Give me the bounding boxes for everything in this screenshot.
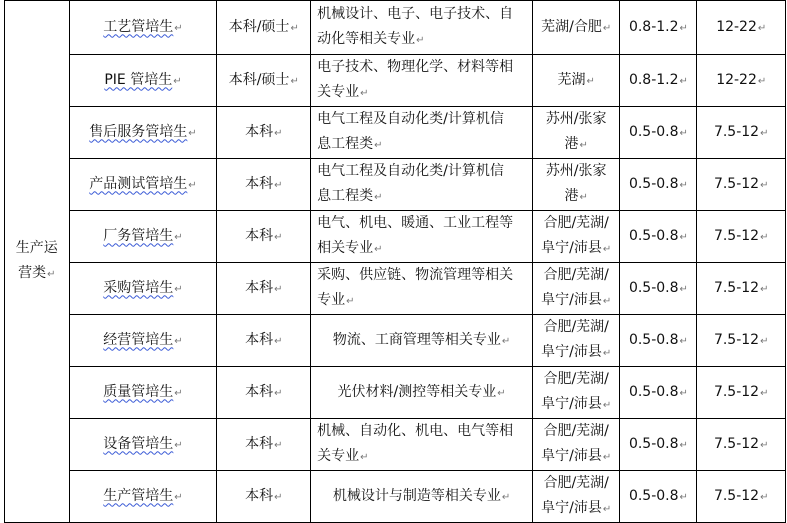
paragraph-mark: ↵	[174, 491, 183, 503]
paragraph-mark: ↵	[679, 283, 688, 295]
bonus-text: 7.5-12	[713, 383, 760, 400]
major-cell	[311, 263, 533, 315]
bonus-cell	[697, 367, 786, 419]
paragraph-mark: ↵	[679, 231, 688, 243]
paragraph-mark: ↵	[760, 491, 769, 503]
paragraph-mark: ↵	[174, 283, 183, 295]
salary-text: 0.5-0.8	[628, 175, 679, 192]
table-row	[5, 471, 786, 523]
paragraph-mark: ↵	[679, 335, 688, 347]
bonus-text: 7.5-12	[713, 123, 760, 140]
degree-cell	[217, 263, 311, 315]
paragraph-mark: ↵	[360, 88, 369, 99]
location-line: 苏州/张家	[545, 111, 607, 127]
major-line: 机械设计与制造等相关专业	[332, 487, 501, 504]
location-line: 合肥/芜湖/	[543, 475, 609, 491]
position-name: 生产管培生	[103, 487, 174, 504]
table-row	[5, 315, 786, 367]
degree-text: 本科/硕士	[228, 18, 290, 35]
location-line: 合肥/芜湖/	[543, 215, 609, 231]
location-line: 港	[564, 188, 579, 204]
bonus-cell	[697, 419, 786, 471]
paragraph-mark: ↵	[679, 127, 688, 139]
bonus-cell	[697, 471, 786, 523]
paragraph-mark: ↵	[374, 192, 383, 203]
paragraph-mark: ↵	[602, 348, 612, 359]
paragraph-mark: ↵	[274, 335, 283, 347]
paragraph-mark: ↵	[274, 439, 283, 451]
paragraph-mark: ↵	[174, 335, 183, 347]
position-cell	[69, 1, 217, 55]
salary-cell	[620, 263, 697, 315]
major-cell	[311, 211, 533, 263]
salary-cell	[620, 315, 697, 367]
salary-text: 0.5-0.8	[628, 279, 679, 296]
paragraph-mark: ↵	[274, 127, 283, 139]
salary-cell	[620, 1, 697, 55]
paragraph-mark: ↵	[679, 22, 688, 34]
table-row	[5, 159, 786, 211]
paragraph-mark: ↵	[374, 244, 383, 255]
location-cell	[532, 367, 619, 419]
position-name: 产品测试管培生	[89, 175, 188, 192]
salary-cell	[620, 159, 697, 211]
category-cell	[5, 1, 70, 523]
location-cell	[532, 107, 619, 159]
paragraph-mark: ↵	[760, 335, 769, 347]
paragraph-mark: ↵	[174, 231, 183, 243]
location-line: 阜宁/沛县	[541, 240, 602, 256]
position-cell	[69, 107, 217, 159]
major-cell	[311, 107, 533, 159]
bonus-text: 12-22	[716, 71, 757, 88]
degree-cell	[217, 55, 311, 107]
position-cell	[69, 419, 217, 471]
position-cell	[69, 471, 217, 523]
location-cell	[532, 1, 619, 55]
position-name: PIE 管培生	[104, 71, 173, 88]
location-cell	[532, 263, 619, 315]
salary-cell	[620, 419, 697, 471]
major-line: 电气、机电、暖通、工业工程等	[317, 215, 514, 231]
paragraph-mark: ↵	[760, 387, 769, 399]
bonus-text: 7.5-12	[713, 487, 760, 504]
major-line: 息工程类	[317, 188, 374, 204]
location-line: 港	[564, 136, 579, 152]
table-row	[5, 367, 786, 419]
salary-text: 0.5-0.8	[628, 383, 679, 400]
paragraph-mark: ↵	[757, 22, 767, 34]
major-line: 电子技术、物理化学、材料等相	[317, 59, 514, 75]
position-cell	[69, 211, 217, 263]
bonus-text: 12-22	[716, 18, 757, 35]
location-cell	[532, 471, 619, 523]
major-cell	[311, 1, 533, 55]
major-line: 光伏材料/测控等相关专业	[337, 383, 497, 400]
paragraph-mark: ↵	[174, 387, 183, 399]
paragraph-mark: ↵	[274, 231, 283, 243]
bonus-cell	[697, 159, 786, 211]
paragraph-mark: ↵	[602, 400, 612, 411]
table-row	[5, 263, 786, 315]
paragraph-mark: ↵	[602, 504, 612, 515]
location-line: 合肥/芜湖/	[543, 423, 609, 439]
table-body	[5, 1, 786, 523]
position-name: 厂务管培生	[103, 227, 174, 244]
salary-cell	[620, 367, 697, 419]
salary-text: 0.5-0.8	[628, 123, 679, 140]
paragraph-mark: ↵	[579, 140, 588, 151]
salary-text: 0.5-0.8	[628, 487, 679, 504]
major-cell	[311, 55, 533, 107]
major-line: 息工程类	[317, 136, 374, 152]
paragraph-mark: ↵	[374, 140, 383, 151]
bonus-text: 7.5-12	[713, 227, 760, 244]
bonus-text: 7.5-12	[713, 279, 760, 296]
degree-cell	[217, 367, 311, 419]
bonus-cell	[697, 1, 786, 55]
bonus-cell	[697, 107, 786, 159]
major-cell	[311, 159, 533, 211]
degree-text: 本科	[245, 123, 274, 140]
location-line: 阜宁/沛县	[541, 396, 602, 412]
paragraph-mark: ↵	[760, 231, 769, 243]
degree-cell	[217, 211, 311, 263]
table-row	[5, 1, 786, 55]
major-line: 专业	[317, 292, 346, 308]
salary-text: 0.8-1.2	[628, 18, 679, 35]
paragraph-mark: ↵	[586, 75, 595, 87]
location-cell	[532, 159, 619, 211]
bonus-cell	[697, 55, 786, 107]
recruitment-table	[4, 0, 786, 523]
location-line: 阜宁/沛县	[541, 500, 602, 516]
paragraph-mark: ↵	[188, 127, 197, 139]
salary-text: 0.5-0.8	[628, 435, 679, 452]
major-line: 物流、工商管理等相关专业	[332, 331, 501, 348]
position-name: 质量管培生	[103, 383, 174, 400]
paragraph-mark: ↵	[760, 283, 769, 295]
location-line: 阜宁/沛县	[541, 448, 602, 464]
degree-cell	[217, 471, 311, 523]
position-cell	[69, 367, 217, 419]
degree-text: 本科	[245, 487, 274, 504]
paragraph-mark: ↵	[679, 491, 688, 503]
location-line: 合肥/芜湖/	[543, 371, 609, 387]
major-line: 机械、自动化、机电、电气等相	[317, 423, 514, 439]
bonus-cell	[697, 315, 786, 367]
major-line: 关专业	[317, 84, 360, 100]
major-cell	[311, 471, 533, 523]
bonus-text: 7.5-12	[713, 435, 760, 452]
location-line: 阜宁/沛县	[541, 292, 602, 308]
paragraph-mark: ↵	[679, 387, 688, 399]
table-row	[5, 55, 786, 107]
category-line: 营类	[18, 265, 47, 281]
major-line: 电气工程及自动化类/计算机信	[317, 111, 504, 127]
paragraph-mark: ↵	[174, 439, 183, 451]
position-cell	[69, 55, 217, 107]
paragraph-mark: ↵	[602, 22, 612, 34]
paragraph-mark: ↵	[188, 179, 197, 191]
paragraph-mark: ↵	[760, 439, 769, 451]
bonus-text: 7.5-12	[713, 175, 760, 192]
paragraph-mark: ↵	[360, 452, 369, 463]
location-line: 合肥/芜湖/	[543, 319, 609, 335]
bonus-cell	[697, 211, 786, 263]
degree-text: 本科	[245, 435, 274, 452]
degree-cell	[217, 107, 311, 159]
location-line: 阜宁/沛县	[541, 344, 602, 360]
bonus-cell	[697, 263, 786, 315]
major-line: 电气工程及自动化类/计算机信	[317, 163, 504, 179]
bonus-text: 7.5-12	[713, 331, 760, 348]
location-line: 芜湖/合肥	[541, 18, 602, 35]
major-line: 相关专业	[317, 240, 374, 256]
major-line: 关专业	[317, 448, 360, 464]
table-row	[5, 211, 786, 263]
degree-cell	[217, 419, 311, 471]
table-row	[5, 419, 786, 471]
degree-text: 本科	[245, 331, 274, 348]
paragraph-mark: ↵	[679, 439, 688, 451]
degree-cell	[217, 1, 311, 55]
degree-text: 本科	[245, 383, 274, 400]
category-line: 生产运	[15, 240, 58, 256]
location-line: 合肥/芜湖/	[543, 267, 609, 283]
paragraph-mark: ↵	[501, 335, 511, 347]
location-cell	[532, 211, 619, 263]
position-name: 采购管培生	[103, 279, 174, 296]
location-line: 苏州/张家	[545, 163, 607, 179]
major-line: 采购、供应链、物流管理等相关	[317, 267, 514, 283]
paragraph-mark: ↵	[346, 296, 355, 307]
position-cell	[69, 315, 217, 367]
salary-text: 0.8-1.2	[628, 71, 679, 88]
degree-text: 本科	[245, 175, 274, 192]
paragraph-mark: ↵	[602, 296, 612, 307]
location-cell	[532, 419, 619, 471]
paragraph-mark: ↵	[760, 127, 769, 139]
paragraph-mark: ↵	[501, 491, 511, 503]
major-cell	[311, 419, 533, 471]
location-cell	[532, 55, 619, 107]
paragraph-mark: ↵	[602, 244, 612, 255]
paragraph-mark: ↵	[274, 387, 283, 399]
degree-cell	[217, 315, 311, 367]
paragraph-mark: ↵	[173, 75, 182, 87]
salary-text: 0.5-0.8	[628, 227, 679, 244]
degree-cell	[217, 159, 311, 211]
paragraph-mark: ↵	[290, 75, 299, 87]
paragraph-mark: ↵	[416, 35, 425, 46]
position-name: 工艺管培生	[103, 18, 174, 35]
paragraph-mark: ↵	[274, 491, 283, 503]
paragraph-mark: ↵	[274, 283, 283, 295]
paragraph-mark: ↵	[679, 75, 688, 87]
position-name: 售后服务管培生	[89, 123, 188, 140]
location-cell	[532, 315, 619, 367]
degree-text: 本科	[245, 227, 274, 244]
paragraph-mark: ↵	[274, 179, 283, 191]
major-line: 动化等相关专业	[317, 31, 416, 47]
paragraph-mark: ↵	[602, 452, 612, 463]
position-name: 设备管培生	[103, 435, 174, 452]
paragraph-mark: ↵	[757, 75, 767, 87]
salary-text: 0.5-0.8	[628, 331, 679, 348]
paragraph-mark: ↵	[679, 179, 688, 191]
position-name: 经营管培生	[103, 331, 174, 348]
paragraph-mark: ↵	[497, 387, 506, 399]
paragraph-mark: ↵	[579, 192, 588, 203]
paragraph-mark: ↵	[290, 22, 299, 34]
paragraph-mark: ↵	[174, 22, 183, 34]
table-row	[5, 107, 786, 159]
salary-cell	[620, 471, 697, 523]
paragraph-mark: ↵	[47, 269, 56, 280]
degree-text: 本科/硕士	[228, 71, 290, 88]
salary-cell	[620, 211, 697, 263]
location-line: 芜湖	[557, 71, 586, 88]
position-cell	[69, 159, 217, 211]
salary-cell	[620, 55, 697, 107]
degree-text: 本科	[245, 279, 274, 296]
salary-cell	[620, 107, 697, 159]
major-cell	[311, 315, 533, 367]
major-cell	[311, 367, 533, 419]
major-line: 机械设计、电子、电子技术、自	[317, 6, 514, 22]
paragraph-mark: ↵	[760, 179, 769, 191]
position-cell	[69, 263, 217, 315]
